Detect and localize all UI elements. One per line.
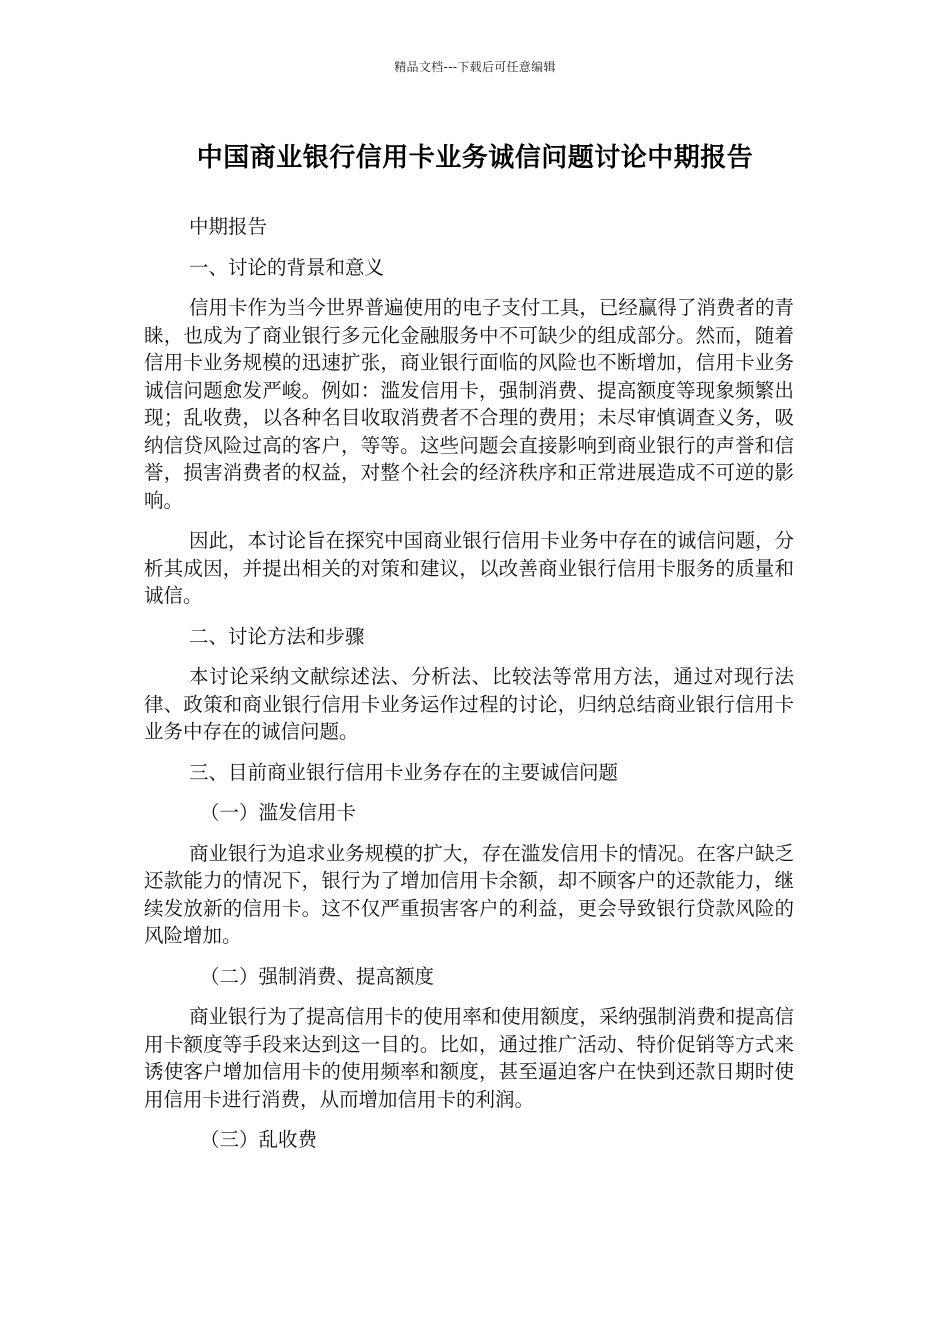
- document-body: [144, 213, 794, 1167]
- section-heading: 三、目前商业银行信用卡业务存在的主要诚信问题: [189, 760, 619, 784]
- subsection-heading: （一）滥发信用卡: [200, 801, 357, 824]
- body-paragraph: 信用卡作为当今世界普遍使用的电子支付工具，已经赢得了消费者的青睐，也成为了商业银行多元化金融服务中不可缺少的组成部分。然而，随着信用卡业务规模的迅速扩张，商业银行面临的风险也不断增加，信用卡业务诚信问题愈发严峻。例如：滥发信用卡，强制消费、提高额度等现象频繁出现；乱收费，以各种名目收取消费者不合理的费用；未尽审慎调查义务，吸纳信贷风险过高的客户，等等。这些问题会直接影响到商业银行的声誉和信誉，损害消费者的权益，对整个社会的经济秩序和正常进展造成不可逆的影响。: [144, 296, 794, 512]
- subsection-heading: （三）乱收费: [200, 1128, 318, 1151]
- document-title: 中国商业银行信用卡业务诚信问题讨论中期报告: [196, 143, 754, 173]
- report-label: 中期报告: [189, 215, 268, 238]
- section-heading: 二、讨论方法和步骤: [189, 624, 365, 648]
- body-paragraph: 本讨论采纳文献综述法、分析法、比较法等常用方法，通过对现行法律、政策和商业银行信用卡业务运作过程的讨论，归纳总结商业银行信用卡业务中存在的诚信问题。: [144, 665, 794, 743]
- section-heading: 一、讨论的背景和意义: [189, 255, 385, 279]
- body-paragraph: 商业银行为了提高信用卡的使用率和使用额度，采纳强制消费和提高信用卡额度等手段来达到这一目的。比如，通过推广活动、特价促销等方式来诱使客户增加信用卡的使用频率和额度，甚至逼迫客户在快到还款日期时使用信用卡进行消费，从而增加信用卡的利润。: [144, 1005, 794, 1111]
- body-paragraph: 商业银行为追求业务规模的扩大，存在滥发信用卡的情况。在客户缺乏还款能力的情况下，银行为了增加信用卡余额，却不顾客户的还款能力，继续发放新的信用卡。这不仅严重损害客户的利益，更会导致银行贷款风险的风险增加。: [144, 841, 794, 947]
- header-note: 精品文档---下载后可任意编辑: [394, 60, 556, 74]
- subsection-heading: （二）强制消费、提高额度: [200, 964, 435, 988]
- body-paragraph: 因此，本讨论旨在探究中国商业银行信用卡业务中存在的诚信问题，分析其成因，并提出相关的对策和建议，以改善商业银行信用卡服务的质量和诚信。: [144, 529, 794, 607]
